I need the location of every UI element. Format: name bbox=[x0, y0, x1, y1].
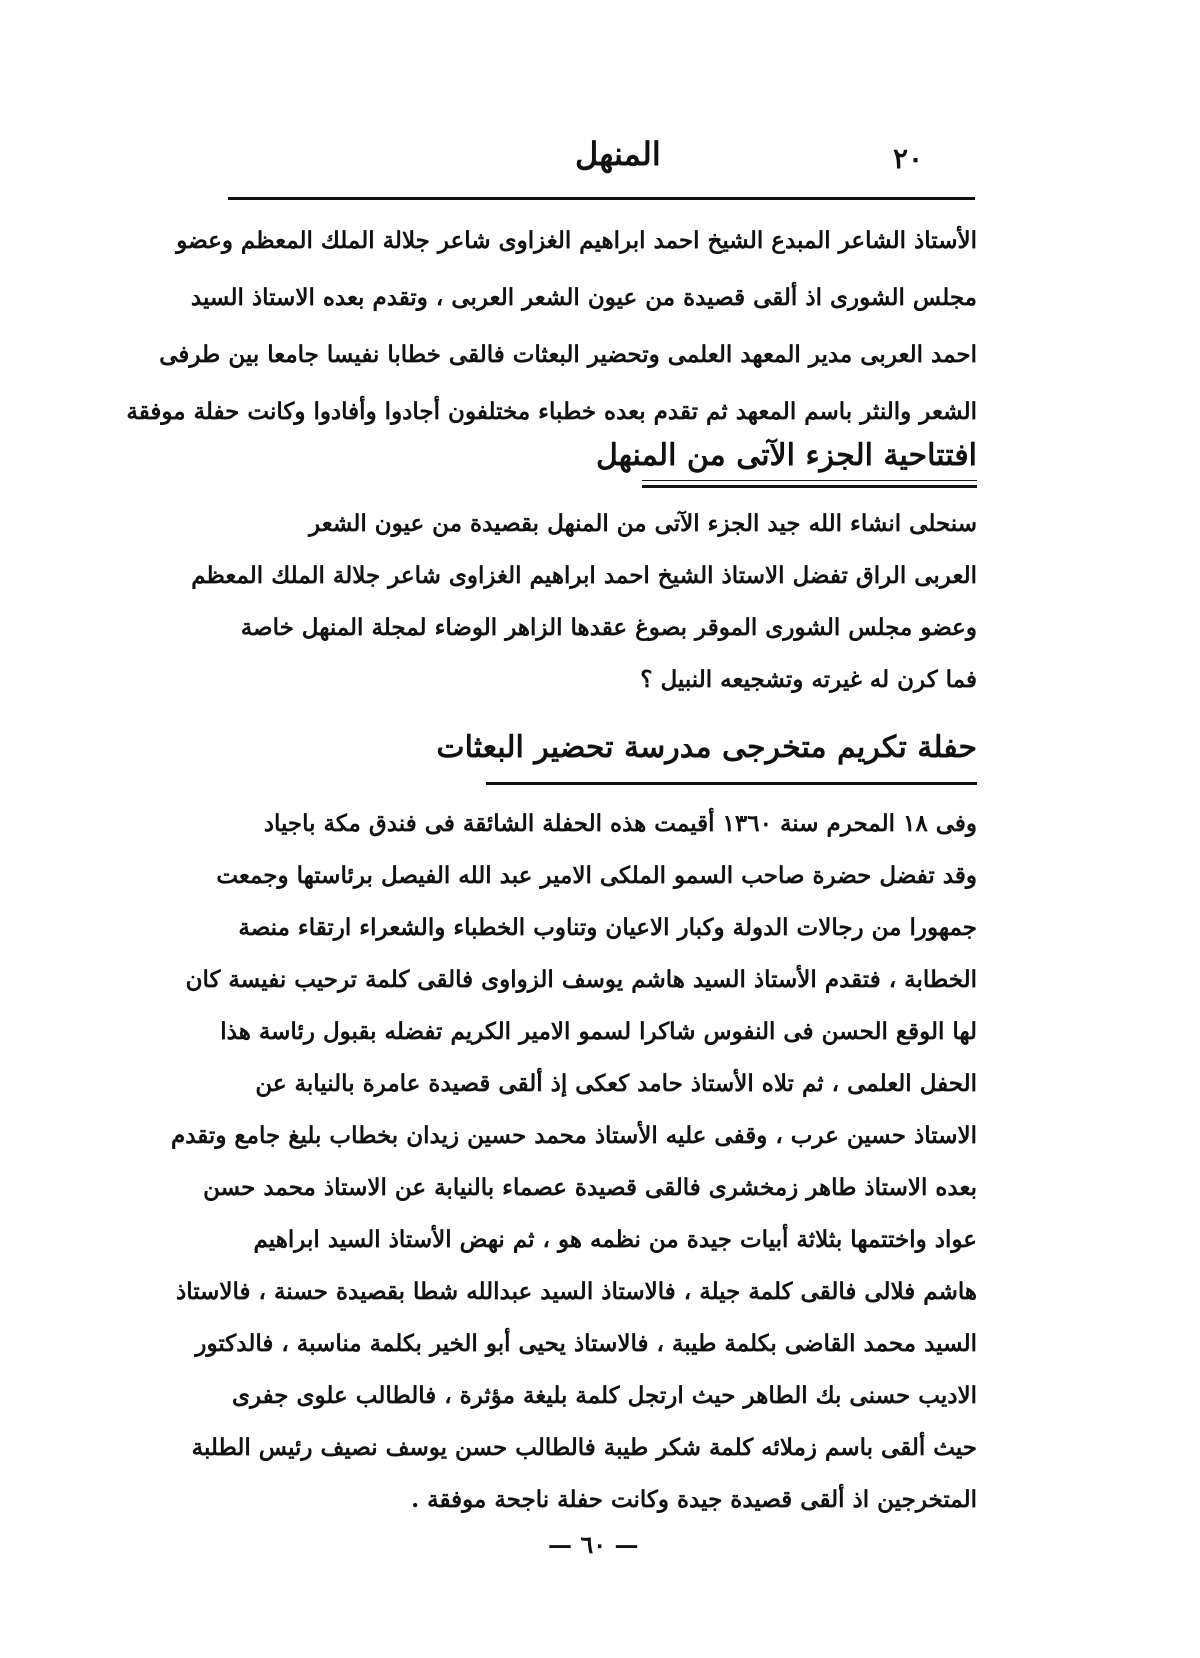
text-line: سنحلى انشاء الله جيد الجزء الآتى من المنهل بقصيدة من عيون الشعر bbox=[309, 510, 977, 537]
text-line: مجلس الشورى اذ ألقى قصيدة من عيون الشعر العربى ، وتقدم بعده الاستاذ السيد bbox=[190, 284, 977, 311]
text-line: وعضو مجلس الشورى الموقر بصوغ عقدها الزاهر الوضاء لمجلة المنهل خاصة bbox=[240, 614, 977, 641]
heading-1-rule-thin bbox=[642, 480, 977, 481]
text-line: احمد العربى مدير المعهد العلمى وتحضير البعثات فالقى خطابا نفيسا جامعا بين طرفى bbox=[159, 341, 977, 368]
section-heading-1: افتتاحية الجزء الآتى من المنهل bbox=[595, 438, 977, 473]
text-line: حيث ألقى باسم زملائه كلمة شكر طيبة فالطالب حسن يوسف نصيف رئيس الطلبة bbox=[191, 1434, 977, 1461]
text-line: الاديب حسنى بك الطاهر حيث ارتجل كلمة بليغة مؤثرة ، فالطالب علوى جفرى bbox=[231, 1382, 977, 1409]
text-line: وفى ١٨ المحرم سنة ١٣٦٠ أقيمت هذه الحفلة الشائقة فى فندق مكة باجياد bbox=[263, 810, 977, 837]
text-line: جمهورا من رجالات الدولة وكبار الاعيان وتناوب الخطباء والشعراء ارتقاء منصة bbox=[238, 914, 977, 941]
section-1-paragraph bbox=[191, 498, 977, 706]
text-line: بعده الاستاذ طاهر زمخشرى فالقى قصيدة عصماء بالنيابة عن الاستاذ محمد حسن bbox=[203, 1174, 977, 1201]
text-line: العربى الراق تفضل الاستاذ الشيخ احمد ابراهيم الغزاوى شاعر جلالة الملك المعظم bbox=[191, 562, 977, 589]
page-folio: — ٦٠ — bbox=[548, 1530, 639, 1559]
text-line: الأستاذ الشاعر المبدع الشيخ احمد ابراهيم الغزاوى شاعر جلالة الملك المعظم وعضو bbox=[176, 227, 977, 254]
intro-paragraph bbox=[126, 212, 977, 440]
heading-1-rule bbox=[642, 485, 977, 488]
text-line: هاشم فلالى فالقى كلمة جيلة ، فالاستاذ السيد عبدالله شطا بقصيدة حسنة ، فالاستاذ bbox=[175, 1278, 977, 1305]
section-2-paragraph bbox=[170, 798, 977, 1526]
header-rule bbox=[228, 197, 975, 200]
text-line: الشعر والنثر باسم المعهد ثم تقدم بعده خطباء مختلفون أجادوا وأفادوا وكانت حفلة موفقة bbox=[126, 398, 977, 425]
text-line: وقد تفضل حضرة صاحب السمو الملكى الامير عبد الله الفيصل برئاستها وجمعت bbox=[216, 862, 977, 889]
heading-2-rule bbox=[486, 782, 977, 785]
text-line: فما كرن له غيرته وتشجيعه النبيل ؟ bbox=[640, 666, 977, 693]
text-line: عواد واختتمها بثلاثة أبيات جيدة من نظمه هو ، ثم نهض الأستاذ السيد ابراهيم bbox=[253, 1226, 977, 1253]
page-number: ٢٠ bbox=[893, 142, 924, 175]
text-line: الخطابة ، فتقدم الأستاذ السيد هاشم يوسف الزواوى فالقى كلمة ترحيب نفيسة كان bbox=[185, 966, 977, 993]
text-line: المتخرجين اذ ألقى قصيدة جيدة وكانت حفلة ناجحة موفقة . bbox=[411, 1486, 977, 1513]
text-line: الحفل العلمى ، ثم تلاه الأستاذ حامد كعكى إذ ألقى قصيدة عامرة بالنيابة عن bbox=[255, 1070, 977, 1097]
section-heading-2: حفلة تكريم متخرجى مدرسة تحضير البعثات bbox=[436, 730, 977, 765]
journal-title: المنهل bbox=[575, 135, 661, 173]
text-line: الاستاذ حسين عرب ، وقفى عليه الأستاذ محمد حسين زيدان بخطاب بليغ جامع وتقدم bbox=[170, 1122, 977, 1149]
text-line: لها الوقع الحسن فى النفوس شاكرا لسمو الامير الكريم تفضله بقبول رئاسة هذا bbox=[220, 1018, 977, 1045]
text-line: السيد محمد القاضى بكلمة طيبة ، فالاستاذ يحيى أبو الخير بكلمة مناسبة ، فالدكتور bbox=[195, 1330, 977, 1357]
